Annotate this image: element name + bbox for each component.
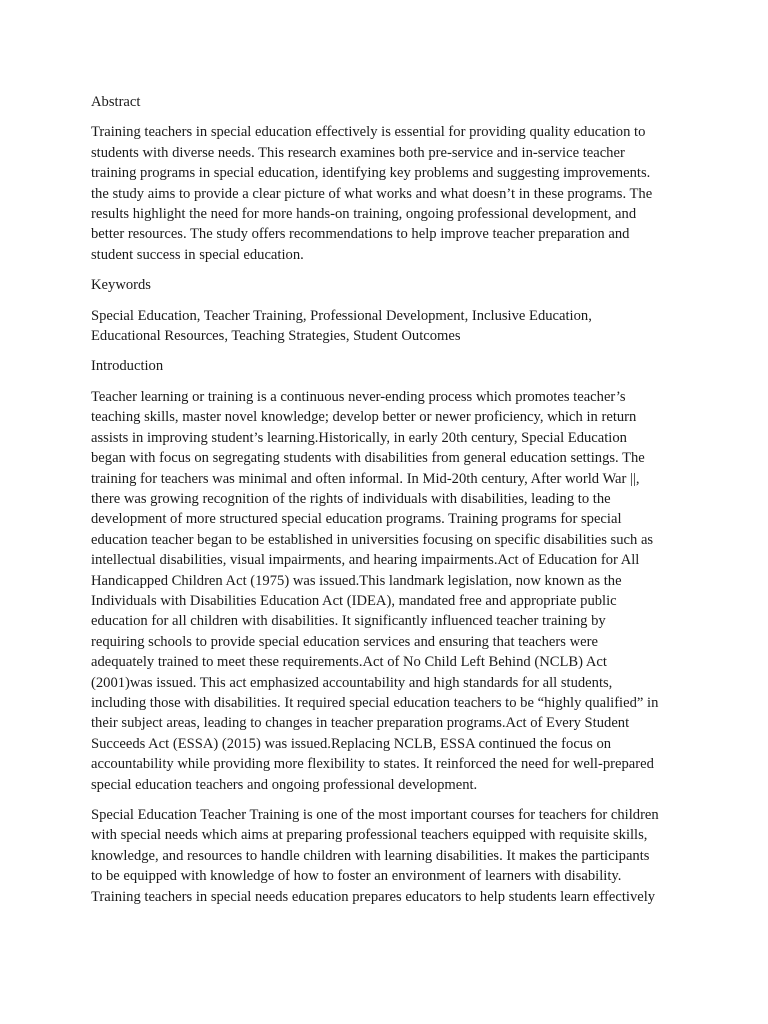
abstract-line: Training teachers in special education effectively is essential for providing quality education to	[91, 124, 646, 141]
intro-line: Special Education Teacher Training is one of the most important courses for teachers for children	[91, 807, 659, 823]
intro-line: to be equipped with knowledge of how to foster an environment of learners with disability.	[91, 868, 622, 885]
introduction-paragraph-1	[91, 387, 691, 795]
intro-line: accountability while providing more flexibility to states. It reinforced the need for well-prepared	[91, 756, 654, 773]
intro-line: began with focus on segregating students with disabilities from general education settings. The	[91, 450, 645, 467]
introduction-paragraph-2	[91, 805, 691, 907]
document-body	[91, 92, 691, 917]
intro-line: (2001)was issued. This act emphasized accountability and high standards for all students,	[91, 674, 613, 691]
abstract-line: the study aims to provide a clear picture of what works and what doesn’t in these programs. The	[91, 185, 653, 202]
abstract-line: results highlight the need for more hands-on training, ongoing professional development, and	[91, 206, 637, 223]
intro-line: education teacher began to be established in universities focusing on specific disabilities such as	[91, 531, 654, 548]
intro-line: with special needs which aims at preparing professional teachers equipped with requisite skills,	[91, 827, 648, 844]
intro-line: teaching skills, master novel knowledge; develop better or newer proficiency, which in return	[91, 409, 637, 426]
intro-line: Handicapped Children Act (1975) was issued.This landmark legislation, now known as the	[91, 572, 622, 589]
keywords-line: Special Education, Teacher Training, Professional Development, Inclusive Education,	[91, 307, 592, 324]
intro-line: including those with disabilities. It required special education teachers to be “highly qualified” in	[91, 694, 659, 711]
intro-line: their subject areas, leading to changes in teacher preparation programs.Act of Every Student	[91, 715, 630, 732]
intro-line: there was growing recognition of the rights of individuals with disabilities, leading to the	[91, 490, 611, 507]
intro-line: Individuals with Disabilities Education Act (IDEA), mandated free and appropriate public	[91, 592, 617, 609]
abstract-heading: Abstract	[91, 94, 141, 110]
intro-line: Teacher learning or training is a continuous never-ending process which promotes teacher’s	[91, 388, 626, 405]
intro-line: Succeeds Act (ESSA) (2015) was issued.Replacing NCLB, ESSA continued the focus on	[91, 735, 612, 752]
abstract-line: students with diverse needs. This research examines both pre-service and in-service teacher	[91, 144, 625, 161]
keywords-heading: Keywords	[91, 277, 151, 294]
introduction-heading: Introduction	[91, 358, 164, 375]
intro-line: education for all children with disabilities. It significantly influenced teacher training by	[91, 613, 606, 630]
intro-line: Training teachers in special needs education prepares educators to help students learn effectively	[91, 888, 656, 905]
keywords-line: Educational Resources, Teaching Strategies, Student Outcomes	[91, 328, 461, 345]
keywords-paragraph	[91, 306, 691, 347]
intro-line: development of more structured special education programs. Training programs for special	[91, 511, 622, 528]
intro-line: special education teachers and ongoing professional development.	[91, 776, 478, 793]
intro-line: training for teachers was minimal and often informal. In Mid-20th century, After world War ||,	[91, 470, 640, 487]
abstract-line: better resources. The study offers recommendations to help improve teacher preparation and	[91, 226, 630, 243]
intro-line: assists in improving student’s learning.Historically, in early 20th century, Special Education	[91, 429, 627, 446]
abstract-line: training programs in special education, identifying key problems and suggesting improvements.	[91, 165, 651, 182]
intro-line: knowledge, and resources to handle children with learning disabilities. It makes the participants	[91, 847, 650, 864]
abstract-paragraph	[91, 122, 691, 265]
intro-line: intellectual disabilities, visual impairments, and hearing impairments.Act of Education for All	[91, 552, 640, 569]
intro-line: adequately trained to meet these requirements.Act of No Child Left Behind (NCLB) Act	[91, 654, 607, 671]
abstract-line: student success in special education.	[91, 246, 304, 263]
intro-line: requiring schools to provide special education services and ensuring that teachers were	[91, 633, 598, 650]
